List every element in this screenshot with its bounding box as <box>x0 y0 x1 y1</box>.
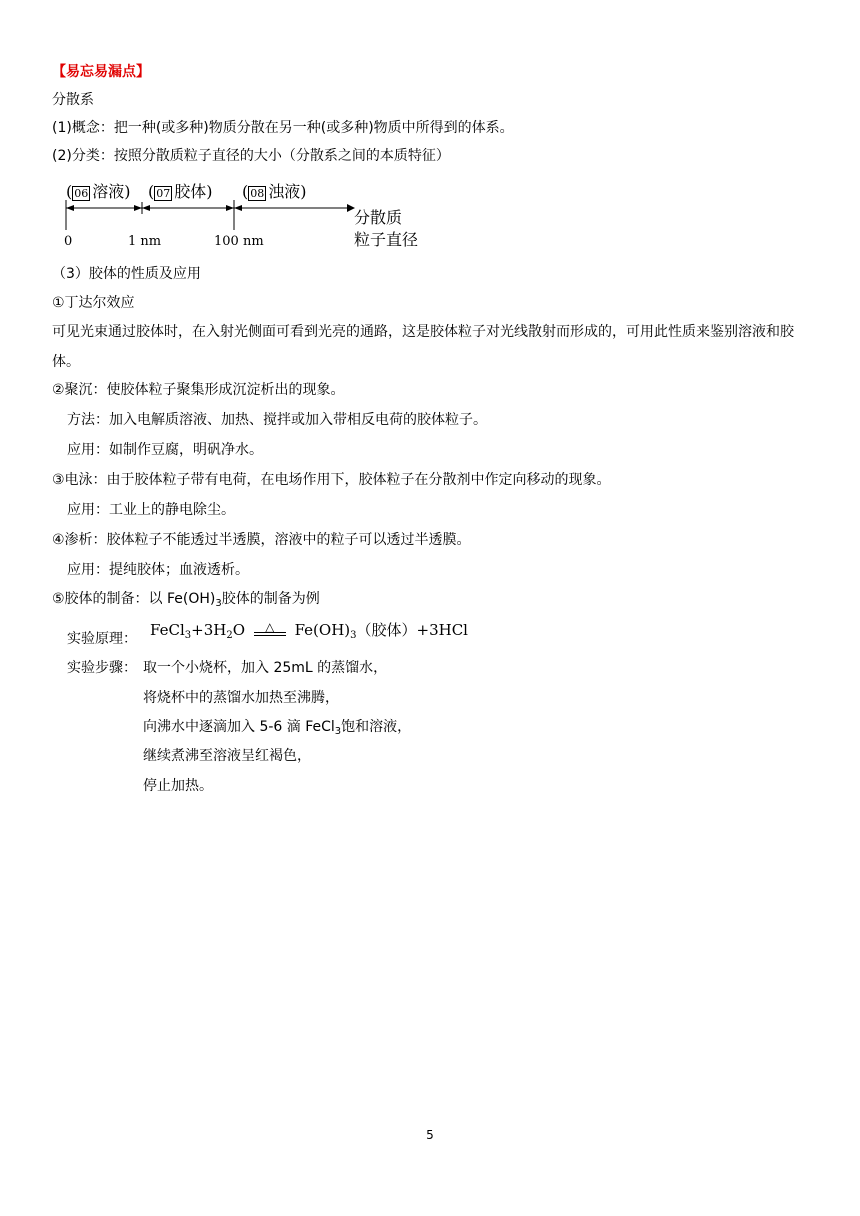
step-1: 取一个小烧杯，加入 25mL 的蒸馏水， <box>143 660 388 676</box>
dialysis-title: ④渗析：胶体粒子不能透过半透膜，溶液中的粒子可以透过半透膜。 <box>52 532 471 548</box>
principle-label: 实验原理： <box>67 631 137 647</box>
diagram-label-colloid: ( 07 胶体) <box>148 182 213 201</box>
coagulation-application: 应用：如制作豆腐，明矾净水。 <box>67 442 263 458</box>
preparation-title: ⑤胶体的制备：以 $Fe(OH)_3$胶体的制备为例 <box>52 591 320 609</box>
coagulation-title: ②聚沉：使胶体粒子聚集形成沉淀析出的现象。 <box>52 382 345 398</box>
diagram-label-solution: ( 06 溶液) <box>66 182 131 201</box>
tyndall-text: 可见光束通过胶体时，在入射光侧面可看到光亮的通路，这是胶体粒子对光线散射而形成的，可用此性质来鉴别溶液和胶体。 <box>52 324 794 370</box>
heading: 分散系 <box>52 92 94 108</box>
properties-heading: （3）胶体的性质及应用 <box>52 266 201 282</box>
diagram-label-suspension: ( 08 浊液) <box>242 182 307 201</box>
step-3: 向沸水中逐滴加入 5-6 滴 FeCl$_3$饱和溶液， <box>143 719 412 737</box>
diagram-number-08: 08 <box>250 187 265 200</box>
step-4: 继续煮沸至溶液呈红褐色， <box>143 748 311 764</box>
tyndall-title: ①丁达尔效应 <box>52 295 135 311</box>
section-title: 【易忘易漏点】 <box>52 64 150 80</box>
concept-text: (1)概念：把一种(或多种)物质分散在另一种(或多种)物质中所得到的体系。 <box>52 120 514 136</box>
page-number: 5 <box>426 1128 434 1142</box>
tick-100nm: 100 nm <box>214 234 264 249</box>
dispersion-diagram <box>62 180 442 255</box>
tick-0: 0 <box>64 234 73 249</box>
electrophoresis-title: ③电泳：由于胶体粒子带有电荷，在电场作用下，胶体粒子在分散剂中作定向移动的现象。 <box>52 472 611 488</box>
classification-text: (2)分类：按照分散质粒子直径的大小（分散系之间的本质特征） <box>52 148 450 164</box>
diagram-number-06: 06 <box>74 187 89 200</box>
steps-label: 实验步骤： <box>67 660 137 676</box>
axis-label-line2: 粒子直径 <box>354 230 419 249</box>
heating-condition: △ <box>254 621 286 641</box>
step-5: 停止加热。 <box>143 778 213 794</box>
tick-1nm: 1 nm <box>128 234 162 249</box>
diagram-number-07: 07 <box>156 187 171 200</box>
coagulation-method: 方法：加入电解质溶液、加热、搅拌或加入带相反电荷的胶体粒子。 <box>67 412 487 428</box>
dialysis-application: 应用：提纯胶体；血液透析。 <box>67 562 249 578</box>
step-2: 将烧杯中的蒸馏水加热至沸腾， <box>143 690 339 706</box>
reaction-equation: $FeCl_3+3H_2O$ △ $Fe(OH)_3$（胶体）+3HCl <box>150 620 468 641</box>
axis-label-line1: 分散质 <box>354 208 403 227</box>
electrophoresis-application: 应用：工业上的静电除尘。 <box>67 502 235 518</box>
